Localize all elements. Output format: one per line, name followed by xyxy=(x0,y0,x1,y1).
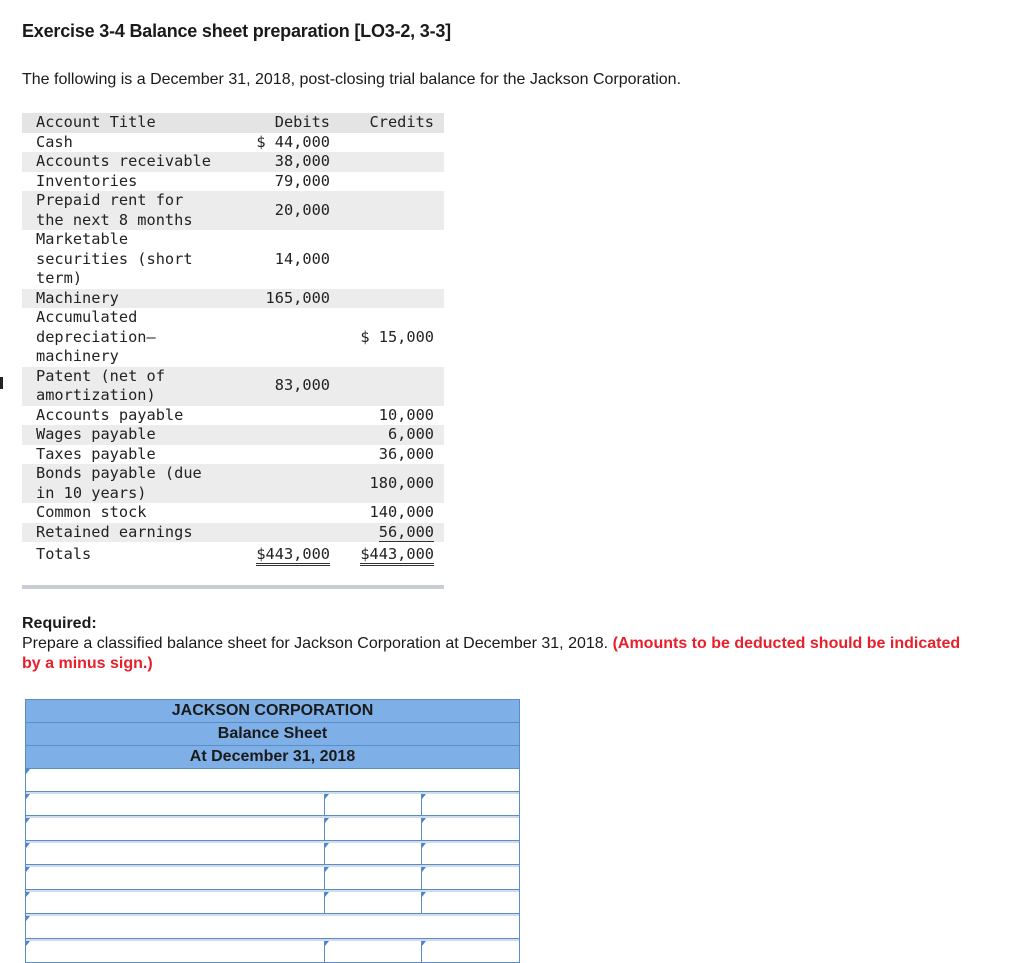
account-title: Inventories xyxy=(22,172,234,192)
account-title: Bonds payable (due in 10 years) xyxy=(22,464,234,503)
statement-name: Balance Sheet xyxy=(26,723,519,746)
required-label: Required: xyxy=(22,614,982,634)
trial-balance-row xyxy=(22,191,444,230)
totals-row xyxy=(22,545,444,565)
section-heading-cell xyxy=(26,769,519,791)
amount-input[interactable] xyxy=(325,843,421,865)
balance-sheet-row xyxy=(25,916,520,939)
trial-balance-row xyxy=(22,503,444,523)
balance-sheet-header xyxy=(25,699,520,769)
totals-label: Totals xyxy=(22,545,234,565)
totals-debit: $443,000 xyxy=(256,545,330,566)
amount-cell xyxy=(325,794,422,816)
line-item-cell xyxy=(26,843,325,865)
line-item-input[interactable] xyxy=(26,941,324,963)
subtotal-input[interactable] xyxy=(422,843,519,865)
credit-amount: 140,000 xyxy=(332,503,444,523)
line-item-cell xyxy=(26,941,325,963)
balance-sheet-form xyxy=(25,699,520,963)
line-item-cell xyxy=(26,794,325,816)
balance-sheet-row xyxy=(25,794,520,817)
totals-credit: $443,000 xyxy=(360,545,434,566)
trial-balance-row xyxy=(22,133,444,153)
trial-balance-row xyxy=(22,172,444,192)
amount-input[interactable] xyxy=(325,867,421,889)
subtotal-cell xyxy=(422,892,519,914)
subtotal-input[interactable] xyxy=(422,818,519,840)
account-title: Cash xyxy=(22,133,234,153)
debit-amount: 14,000 xyxy=(234,250,332,270)
exercise-title: Exercise 3-4 Balance sheet preparation [LO3-2, 3-3] xyxy=(22,21,451,42)
amount-cell xyxy=(325,818,422,840)
debit-amount: 83,000 xyxy=(234,376,332,396)
credit-amount-value: 56,000 xyxy=(379,523,434,542)
account-title-header: Account Title xyxy=(22,113,234,133)
subtotal-cell xyxy=(422,818,519,840)
subtotal-cell xyxy=(422,843,519,865)
trial-balance-row xyxy=(22,406,444,426)
line-item-input[interactable] xyxy=(26,867,324,889)
account-title: Accumulated depreciation— machinery xyxy=(22,308,234,367)
amount-cell xyxy=(325,941,422,963)
amount-input[interactable] xyxy=(325,892,421,914)
trial-balance-table xyxy=(22,113,444,589)
line-item-cell xyxy=(26,867,325,889)
table-footer-bar xyxy=(22,585,444,589)
line-item-cell xyxy=(26,916,519,938)
subtotal-input[interactable] xyxy=(422,941,519,963)
account-title: Marketable securities (short term) xyxy=(22,230,234,289)
subtotal-input[interactable] xyxy=(422,892,519,914)
trial-balance-row xyxy=(22,425,444,445)
trial-balance-row xyxy=(22,230,444,289)
amount-input[interactable] xyxy=(325,794,421,816)
account-title: Prepaid rent for the next 8 months xyxy=(22,191,234,230)
required-instructions xyxy=(22,614,982,674)
account-title: Retained earnings xyxy=(22,523,234,543)
exercise-intro: The following is a December 31, 2018, post-closing trial balance for the Jackson Corporation. xyxy=(22,71,681,89)
margin-marker xyxy=(0,377,3,389)
credit-amount: $ 15,000 xyxy=(332,328,444,348)
account-title: Accounts receivable xyxy=(22,152,234,172)
line-item-input[interactable] xyxy=(26,916,519,938)
account-title: Taxes payable xyxy=(22,445,234,465)
credits-header: Credits xyxy=(332,113,444,133)
balance-sheet-row xyxy=(25,867,520,890)
credit-amount: 10,000 xyxy=(332,406,444,426)
debits-header: Debits xyxy=(234,113,332,133)
trial-balance-row xyxy=(22,367,444,406)
amount-input[interactable] xyxy=(325,818,421,840)
credit-amount xyxy=(332,523,444,543)
balance-sheet-row xyxy=(25,892,520,915)
required-note: (Amounts to be deducted should be indicated by a minus sign.) xyxy=(22,635,960,672)
amount-cell xyxy=(325,892,422,914)
debit-amount: 79,000 xyxy=(234,172,332,192)
account-title: Machinery xyxy=(22,289,234,309)
subtotal-cell xyxy=(422,941,519,963)
line-item-input[interactable] xyxy=(26,794,324,816)
trial-balance-row xyxy=(22,445,444,465)
balance-sheet-row xyxy=(25,941,520,963)
trial-balance-row xyxy=(22,523,444,543)
account-title: Patent (net of amortization) xyxy=(22,367,234,406)
credit-amount: 6,000 xyxy=(332,425,444,445)
credit-amount: 36,000 xyxy=(332,445,444,465)
trial-balance-row xyxy=(22,289,444,309)
account-title: Accounts payable xyxy=(22,406,234,426)
trial-balance-header-row xyxy=(22,113,444,133)
required-text: Prepare a classified balance sheet for Jackson Corporation at December 31, 2018. xyxy=(22,635,608,652)
debit-amount: 38,000 xyxy=(234,152,332,172)
trial-balance-row xyxy=(22,464,444,503)
debit-amount: $ 44,000 xyxy=(234,133,332,153)
account-title: Common stock xyxy=(22,503,234,523)
balance-sheet-row xyxy=(25,769,520,792)
subtotal-cell xyxy=(422,867,519,889)
line-item-input[interactable] xyxy=(26,892,324,914)
amount-cell xyxy=(325,843,422,865)
balance-sheet-row xyxy=(25,843,520,866)
trial-balance-row xyxy=(22,152,444,172)
subtotal-input[interactable] xyxy=(422,867,519,889)
subtotal-cell xyxy=(422,794,519,816)
debit-amount: 165,000 xyxy=(234,289,332,309)
amount-input[interactable] xyxy=(325,941,421,963)
account-title: Wages payable xyxy=(22,425,234,445)
section-heading-input[interactable] xyxy=(26,769,519,791)
company-name: JACKSON CORPORATION xyxy=(26,700,519,723)
line-item-cell xyxy=(26,892,325,914)
statement-date: At December 31, 2018 xyxy=(26,746,519,768)
subtotal-input[interactable] xyxy=(422,794,519,816)
line-item-cell xyxy=(26,818,325,840)
amount-cell xyxy=(325,867,422,889)
debit-amount: 20,000 xyxy=(234,201,332,221)
line-item-input[interactable] xyxy=(26,843,324,865)
credit-amount: 180,000 xyxy=(332,474,444,494)
balance-sheet-row xyxy=(25,818,520,841)
trial-balance-row xyxy=(22,308,444,367)
line-item-input[interactable] xyxy=(26,818,324,840)
